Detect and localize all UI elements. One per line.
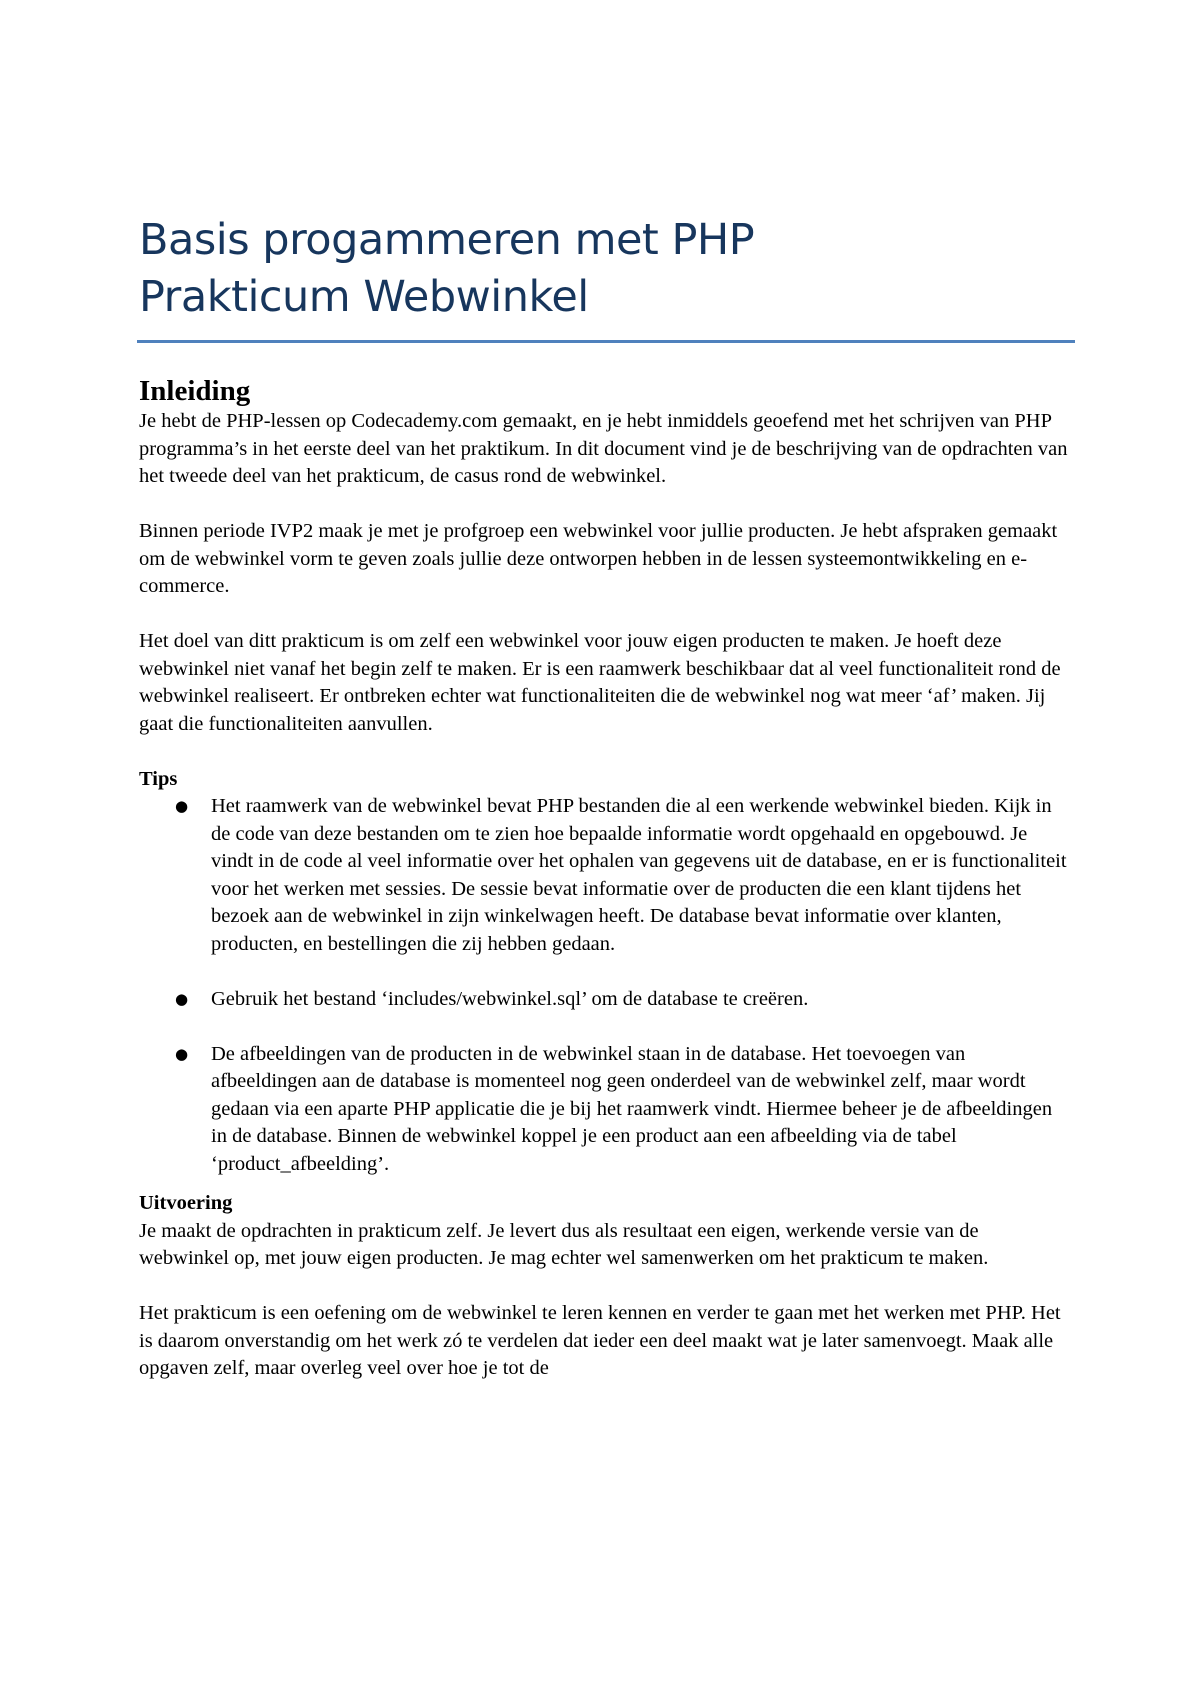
list-item (139, 1041, 1069, 1179)
bullet-icon: ● (175, 1044, 189, 1063)
tip-text-3: De afbeeldingen van de producten in de webwinkel staan in de database. Het toevoegen van afbeeldingen aan de database is momenteel nog geen onderdeel van de webwinkel zelf, maar wordt gedaan via een aparte PHP applicatie die je bij het raamwerk vindt. Hiermee beheer je de afbeeldingen in de database. Binnen de webwinkel koppel je een product aan een afbeelding via de tabel ‘product_afbeelding’. (211, 1042, 1053, 1175)
paragraph-uitvoering-2: Het prakticum is een oefening om de webwinkel te leren kennen en verder te gaan met het werken met PHP. Het is daarom onverstandig om het werk zó te verdelen dat ieder een deel maakt wat je later samenvoegt. Maak alle opgaven zelf, maar overleg veel over hoe je tot de (139, 1302, 1061, 1379)
paragraph-inleiding-3: Het doel van ditt prakticum is om zelf een webwinkel voor jouw eigen producten te maken. Je hoeft deze webwinkel niet vanaf het begin zelf te maken. Er is een raamwerk beschikbaar dat al veel functionaliteit rond de webwinkel realiseert. Er ontbreken echter wat functionaliteiten die de webwinkel nog wat meer ‘af’ maken. Jij gaat die functionaliteiten aanvullen. (139, 630, 1061, 735)
heading-tips: Tips (139, 767, 178, 790)
paragraph-inleiding-2: Binnen periode IVP2 maak je met je profgroep een webwinkel voor jullie producten. Je hebt afspraken gemaakt om de webwinkel vorm te geven zoals jullie deze ontworpen hebben in de lessen systeemontwikkeling en e-commerce. (139, 520, 1058, 597)
list-item (139, 986, 1069, 1014)
tip-text-2: Gebruik het bestand ‘includes/webwinkel.sql’ om de database te creëren. (211, 987, 809, 1010)
document-title (139, 212, 1079, 326)
bullet-icon: ● (175, 797, 189, 815)
heading-inleiding: Inleiding (139, 375, 251, 407)
paragraph-inleiding-1: Je hebt de PHP-lessen op Codecademy.com gemaakt, en je hebt inmiddels geoefend met het schrijven van PHP programma’s in het eerste deel van het praktikum. In dit document vind je de beschrijving van de opdrachten van het tweede deel van het prakticum, de casus rond de webwinkel. (139, 410, 1068, 487)
document-body (139, 374, 1069, 1383)
title-line-2: Prakticum Webwinkel (139, 272, 589, 322)
heading-uitvoering: Uitvoering (139, 1192, 233, 1214)
tips-list (139, 793, 1069, 1178)
title-line-1: Basis progammeren met PHP (139, 215, 755, 265)
list-item (139, 793, 1069, 958)
title-underline (137, 340, 1075, 343)
tip-text-1: Het raamwerk van de webwinkel bevat PHP bestanden die al een werkende webwinkel bieden. Kijk in de code van deze bestanden om te zien hoe bepaalde informatie wordt opgehaald en opgebouwd. Je vindt in de code al veel informatie over het ophalen van gegevens uit de database, en er is functionaliteit voor het werken met sessies. De sessie bevat informatie over de producten die een klant tijdens het bezoek aan de webwinkel in zijn winkelwagen heeft. De database bevat informatie over klanten, producten, en bestellingen die zij hebben gedaan. (211, 795, 1067, 955)
bullet-icon: ● (175, 989, 189, 1008)
paragraph-uitvoering-1: Je maakt de opdrachten in prakticum zelf. Je levert dus als resultaat een eigen, werkende versie van de webwinkel op, met jouw eigen producten. Je mag echter wel samenwerken om het prakticum te maken. (139, 1219, 989, 1269)
